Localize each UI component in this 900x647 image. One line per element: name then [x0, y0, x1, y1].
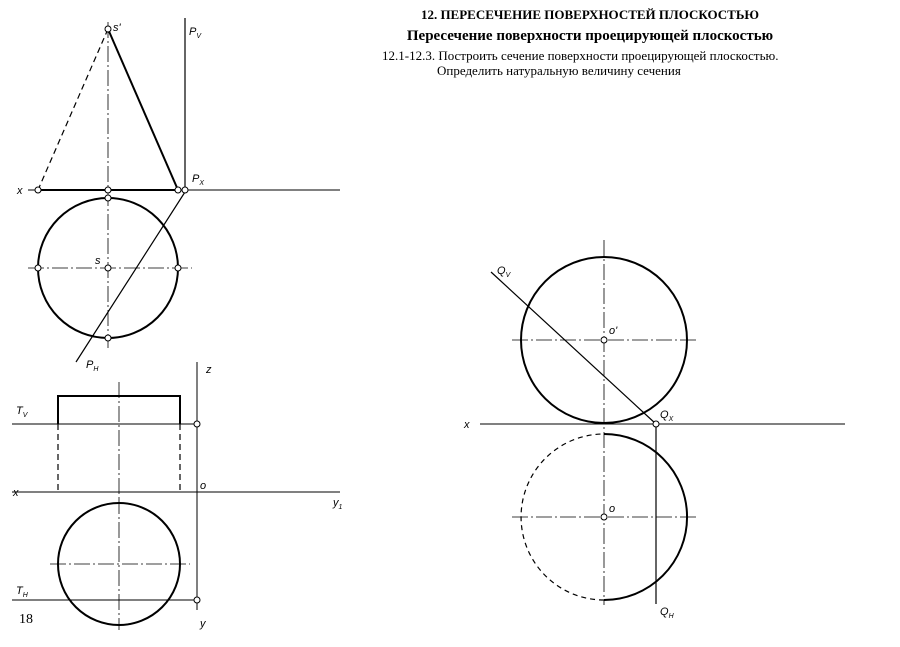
- point-mid-base: [105, 187, 111, 193]
- point-o: [601, 514, 607, 520]
- label-o: o: [609, 503, 616, 515]
- cone-generator-visible: [108, 29, 178, 190]
- point-tv: [194, 421, 200, 427]
- label-ph: $P_H$: [86, 359, 99, 373]
- label-pv: $P_V$: [189, 26, 202, 40]
- point-left-base: [35, 187, 41, 193]
- cylinder-drawing: [12, 362, 340, 630]
- label-qx: $Q_X$: [660, 409, 674, 423]
- label-sphere-x: x: [464, 419, 470, 431]
- label-y1: $y_1$: [333, 497, 343, 511]
- point-circle-bottom: [105, 335, 111, 341]
- label-tv: $T_V$: [16, 405, 28, 419]
- label-th: $T_H$: [16, 585, 28, 599]
- label-qv: $Q_V$: [497, 265, 511, 279]
- point-o-prime: [601, 337, 607, 343]
- point-s-prime: [105, 26, 111, 32]
- point-circle-left: [35, 265, 41, 271]
- point-px: [182, 187, 188, 193]
- point-circle-right: [175, 265, 181, 271]
- point-th: [194, 597, 200, 603]
- label-s: s: [95, 255, 101, 267]
- label-y: y: [200, 618, 206, 630]
- label-o-prime: o': [609, 325, 618, 337]
- plane-qv-trace: [491, 272, 656, 424]
- point-circle-top: [105, 195, 111, 201]
- label-px: $P_X$: [192, 173, 205, 187]
- cone-drawing: [28, 18, 340, 362]
- page-number: 18: [19, 612, 33, 627]
- task-text-line2: Определить натуральную величину сечения: [437, 63, 681, 78]
- sphere-drawing: [480, 240, 845, 605]
- cone-generator-hidden: [38, 29, 108, 190]
- label-cone-x: x: [17, 185, 23, 197]
- label-qh: $Q_H$: [660, 606, 674, 620]
- label-cyl-o: o: [200, 480, 207, 492]
- section-title: Пересечение поверхности проецирующей плоскостью: [406, 28, 774, 44]
- point-right-base: [175, 187, 181, 193]
- label-s-prime: s': [113, 22, 121, 34]
- chapter-title: 12. ПЕРЕСЕЧЕНИЕ ПОВЕРХНОСТЕЙ ПЛОСКОСТЬЮ: [420, 7, 760, 22]
- point-s: [105, 265, 111, 271]
- label-z: z: [206, 364, 212, 376]
- task-text-line1: 12.1-12.3. Построить сечение поверхности проецирующей плоскостью.: [382, 48, 779, 63]
- label-cyl-x: x: [13, 487, 19, 499]
- point-qx: [653, 421, 659, 427]
